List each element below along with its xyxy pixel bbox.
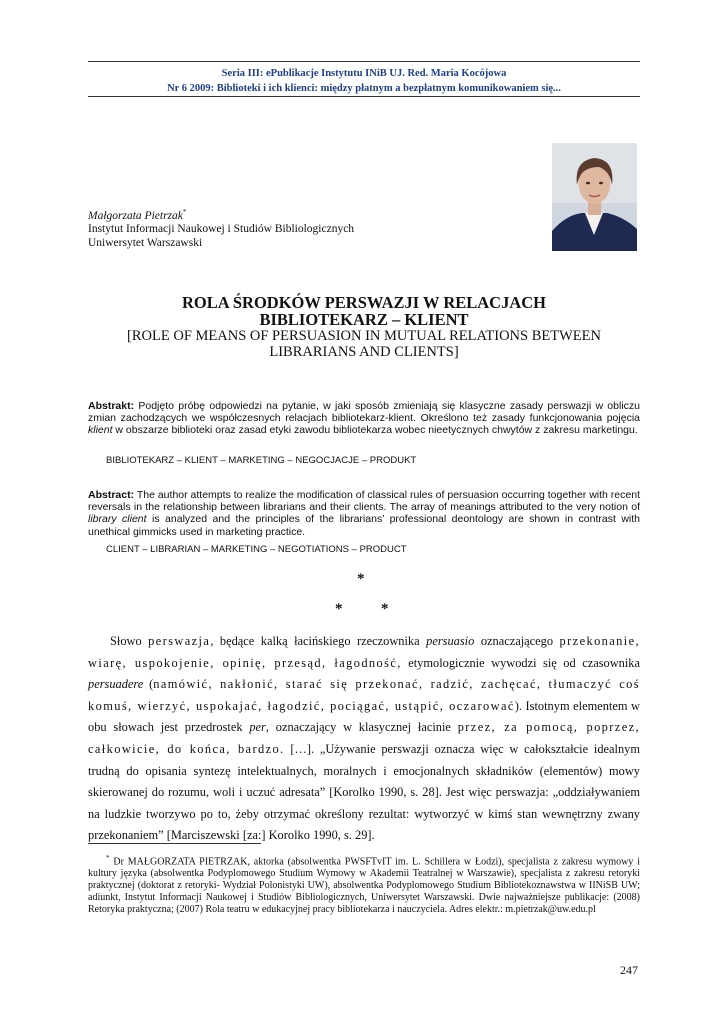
footnote-text: Dr MAŁGORZATA PIETRZAK, aktorka (absolwentka PWSFTvIT im. L. Schillera w Łodzi), specjalista z zakresu wymowy i kultury języka (absolwentka Podyplomowego Studium Wymowy w Akademii Teatralnej w Warszawie), specjalista z zakresu retoryki praktycznej (doktorat z retoryki- Wydział Polonistyki UW), absolwentka Podyplomowego Studium Bibliotekoznawstwa w IINiSB UW; adiunkt, Instytut Informacji Naukowej i Studiów Bibliologicznych, Uniwersytet Warszawski. Dwie najważniejsze publikacje: (2008) Retoryka praktyczna; (2007) Rola teatru w edukacyjnej pracy bibliotekarza i nauczyciela. Adres elektr.: m.pietrzak@uw.edu.pl [88, 856, 640, 916]
body-italic-term: persuasio [426, 634, 475, 648]
body-spaced-term: namówić, nakłonić, starać się przekonać, radzić, zachęcać, tłumaczyć coś komuś, wierzyć, uspokajać, łagodzić, pociągać, ustąpić, oczarować [88, 677, 640, 713]
separator-star-top: * [357, 571, 365, 587]
footnote-rule [88, 843, 261, 844]
abstract-en-text-b: is analyzed and the principles of the librarians’ professional deontology are shown in contrast with unethical gimmicks used in marketing practice. [88, 513, 640, 538]
body-text-run: etymologicznie wywodzi się od czasownika [401, 655, 640, 670]
footnote-mark: * [106, 854, 110, 862]
separator-star-right: * [381, 601, 389, 617]
abstract-en-italic: library client [88, 513, 147, 526]
body-text-run: ( [143, 677, 154, 692]
separator-star-left: * [335, 601, 343, 617]
body-text-run: , oznaczający w klasycznej łacinie [265, 720, 458, 735]
article-title [88, 294, 640, 360]
author-institute: Instytut Informacji Naukowej i Studiów Bibliologicznych [88, 223, 355, 236]
series-line: Seria III: ePublikacje Instytutu INiB UJ. Red. Maria Kocójowa [221, 68, 507, 79]
author-photo [552, 143, 637, 251]
title-en-line1: [ROLE OF MEANS OF PERSUASION IN MUTUAL RELATIONS BETWEEN [127, 328, 601, 344]
keywords-en: CLIENT – LIBRARIAN – MARKETING – NEGOTIATIONS – PRODUCT [106, 544, 407, 555]
author-footnote [88, 852, 640, 916]
abstract-en [88, 489, 640, 538]
title-pl-line2: BIBLIOTEKARZ – KLIENT [259, 310, 469, 329]
body-spaced-term: przekonanie, wiarę, uspokojenie, opinię, przesąd, łagodność, [88, 634, 640, 670]
author-footnote-mark: * [182, 208, 187, 216]
abstract-en-text-a: The author attempts to realize the modification of classical rules of persuasion occurring together with recent reversals in the relationship between librarians and their clients. The array of meanings attributed to the very notion of [88, 489, 640, 514]
abstract-pl-text-b: w obszarze biblioteki oraz zasad etyki zawodu bibliotekarza wobec nieetycznych chwytów z zakresu marketingu. [112, 424, 638, 437]
issue-line: Nr 6 2009: Biblioteki i ich klienci: między płatnym a bezpłatnym komunikowaniem się... [167, 83, 561, 94]
title-pl-line1: ROLA ŚRODKÓW PERSWAZJI W RELACJACH [182, 293, 546, 312]
body-text-run: , będące kalką łacińskiego rzeczownika [210, 634, 427, 648]
body-text-run: Słowo [110, 634, 149, 648]
abstract-pl-text-a: Podjęto próbę odpowiedzi na pytanie, w jaki sposób zmieniają się klasyczne zasady perswazji w obliczu zmian zachodzących we współczesnych relacjach bibliotekarz-klient. Określono też zasady funkcjonowania pojęcia [88, 400, 640, 425]
header-top-rule [88, 61, 640, 62]
body-italic-term: persuadere [88, 677, 144, 692]
author-block [88, 206, 354, 250]
body-spaced-term: przez, za pomocą, poprzez, całkowicie, do końca, bardzo. [88, 720, 640, 756]
abstract-en-label: Abstract: [88, 489, 135, 501]
keywords-pl: BIBLIOTEKARZ – KLIENT – MARKETING – NEGOCJACJE – PRODUKT [106, 455, 417, 466]
body-spaced-term: perswazja [148, 634, 211, 648]
body-text-run: ). Istotnym elementem w obu słowach jest przedrostek [88, 698, 640, 735]
body-paragraph [88, 631, 640, 847]
portrait-image [552, 143, 637, 251]
author-name: Małgorzata Pietrzak [88, 209, 183, 222]
header-bottom-rule [88, 96, 640, 97]
body-text-run: oznaczającego [474, 634, 560, 648]
abstract-pl-label: Abstrakt: [88, 400, 135, 412]
author-university: Uniwersytet Warszawski [88, 236, 203, 249]
title-en-line2: LIBRARIANS AND CLIENTS] [269, 344, 459, 360]
abstract-pl-italic: klient [88, 424, 113, 437]
abstract-pl [88, 400, 640, 437]
page-number: 247 [620, 963, 638, 977]
running-header [88, 66, 640, 96]
body-italic-term: per [249, 720, 266, 735]
body-text-run: […]. „Używanie perswazji oznacza więc w całokształcie idealnym trudną do opisania syntezę intelektualnych, moralnych i emocjonalnych składników (elementów) mowy skierowanej do rozumu, woli i uczuć adresata” [Korolko 1990, s. 28]. Jest więc perswazja: „oddziaływaniem na ludzkie tworzywo po to, żeby otrzymać określony rezultat: wytworzyć w kimś stan wewnętrzny zwany przekonaniem” [Marciszewski [za:] Korolko 1990, s. 29]. [88, 741, 640, 843]
